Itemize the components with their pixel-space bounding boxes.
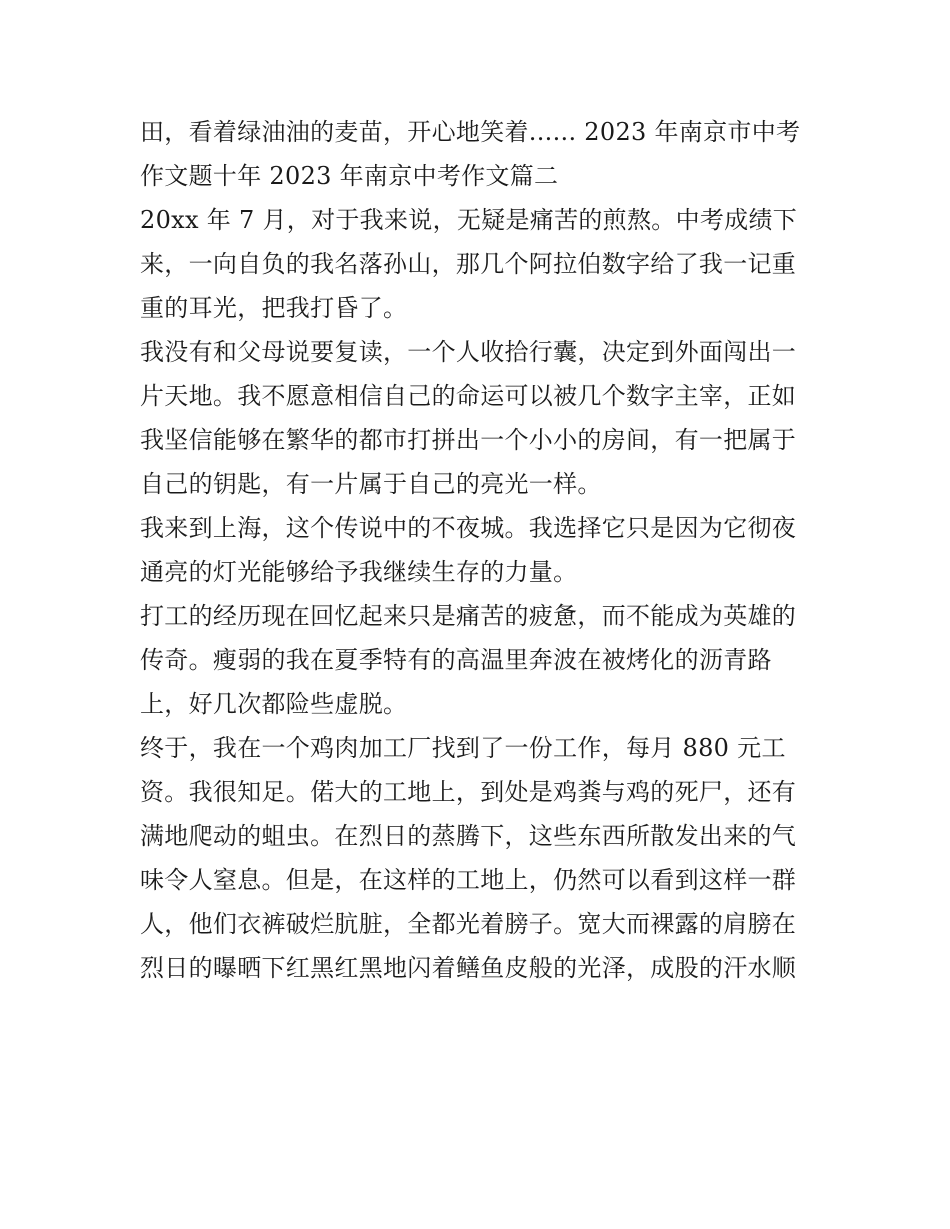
text-line: 我来到上海，这个传说中的不夜城。我选择它只是因为它彻夜	[140, 514, 797, 542]
text-line: 自己的钥匙，有一片属于自己的亮光一样。	[140, 470, 602, 498]
text-line: 作文题十年 2023 年南京中考作文篇二	[140, 162, 559, 190]
text-line: 20xx 年 7 月，对于我来说，无疑是痛苦的煎熬。中考成绩下	[140, 206, 798, 234]
text-line: 片天地。我不愿意相信自己的命运可以被几个数字主宰，正如	[140, 382, 797, 410]
text-line: 味令人窒息。但是，在这样的工地上，仍然可以看到这样一群	[140, 866, 797, 894]
text-line: 人，他们衣裤破烂肮脏，全都光着膀子。宽大而裸露的肩膀在	[140, 910, 797, 938]
text-line: 来，一向自负的我名落孙山，那几个阿拉伯数字给了我一记重	[140, 250, 797, 278]
text-line: 通亮的灯光能够给予我继续生存的力量。	[140, 558, 578, 586]
text-line: 田，看着绿油油的麦苗，开心地笑着...... 2023 年南京市中考	[140, 118, 801, 146]
document-page	[140, 110, 820, 990]
text-line: 我没有和父母说要复读，一个人收拾行囊，决定到外面闯出一	[140, 338, 797, 366]
text-line: 上，好几次都险些虚脱。	[140, 690, 408, 718]
text-line: 资。我很知足。偌大的工地上，到处是鸡粪与鸡的死尸，还有	[140, 778, 797, 806]
text-line: 烈日的曝晒下红黑红黑地闪着鳝鱼皮般的光泽，成股的汗水顺	[140, 954, 797, 982]
text-line: 满地爬动的蛆虫。在烈日的蒸腾下，这些东西所散发出来的气	[140, 822, 797, 850]
text-line: 终于，我在一个鸡肉加工厂找到了一份工作，每月 880 元工	[140, 734, 786, 762]
text-line: 传奇。瘦弱的我在夏季特有的高温里奔波在被烤化的沥青路	[140, 646, 772, 674]
text-line: 我坚信能够在繁华的都市打拼出一个小小的房间，有一把属于	[140, 426, 797, 454]
text-line: 打工的经历现在回忆起来只是痛苦的疲惫，而不能成为英雄的	[140, 602, 797, 630]
text-line: 重的耳光，把我打昏了。	[140, 294, 408, 322]
